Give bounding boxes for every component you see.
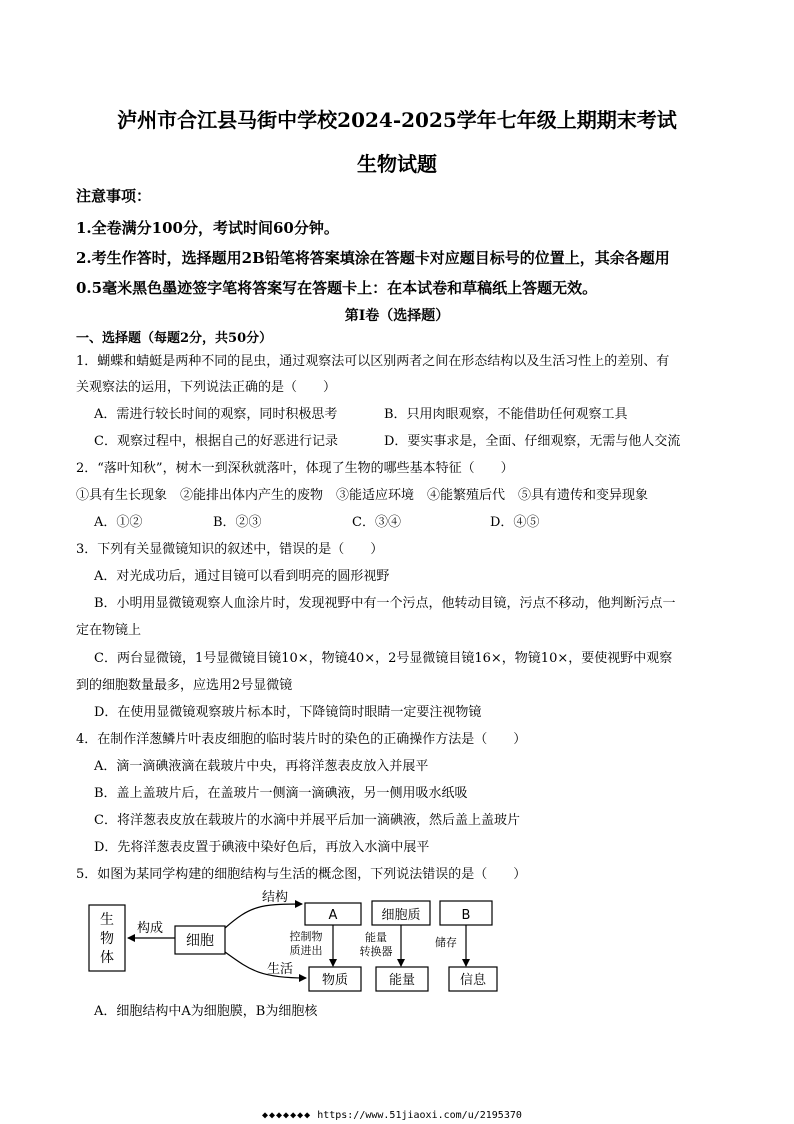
volume-heading: 第Ⅰ卷（选择题） <box>344 308 450 324</box>
q4-option-a: A．滴一滴碘液滴在载玻片中央，再将洋葱表皮放入并展平 <box>94 759 429 774</box>
q1-option-d: D．要实事求是，全面、仔细观察，无需与他人交流 <box>384 434 681 449</box>
exam-subtitle: 生物试题 <box>357 152 437 176</box>
footer-line <box>262 1110 522 1121</box>
q3-option-b-line2: 定在物镜上 <box>76 623 142 638</box>
organism-char-3: 体 <box>100 950 114 966</box>
q4-option-c: C．将洋葱表皮放在载玻片的水滴中并展平后加一滴碘液，然后盖上盖玻片 <box>94 813 520 828</box>
info-label: 信息 <box>459 973 487 988</box>
q2-option-a: A．①② <box>94 515 143 530</box>
part-heading: 一、选择题（每题2分，共50分） <box>76 331 273 346</box>
cell-concept-diagram <box>80 888 520 998</box>
compose-label: 构成 <box>136 921 164 936</box>
q3-option-c-line1: C．两台显微镜，1号显微镜目镜10×，物镜40×，2号显微镜目镜16×，物镜10×，要使视野中观察 <box>94 651 673 666</box>
structure-arrow <box>225 904 302 928</box>
q1-option-a: A．需进行较长时间的观察，同时积极思考 <box>94 407 338 422</box>
notice-item-2b: 0.5毫米黑色墨迹签字笔将答案写在答题卡上：在本试卷和草稿纸上答题无效。 <box>76 279 598 297</box>
q2-items: ①具有生长现象 ②能排出体内产生的废物 ③能适应环境 ④能繁殖后代 ⑤具有遗传和变异现象 <box>76 488 649 503</box>
energy-conv-label-2: 转换器 <box>359 945 393 958</box>
storage-label: 储存 <box>435 936 457 949</box>
energy-conv-label-1: 能量 <box>365 931 387 944</box>
q1-stem-line1: 1．蝴蝶和蜻蜓是两种不同的昆虫，通过观察法可以区别两者之间在形态结构以及生活习性上的差别、有 <box>76 354 670 369</box>
box-b-label: B <box>461 908 471 923</box>
notice-item-2a: 2.考生作答时，选择题用2B铅笔将答案填涂在答题卡对应题目标号的位置上，其余各题用 <box>76 249 670 267</box>
q1-option-b: B．只用肉眼观察，不能借助任何观察工具 <box>384 407 628 422</box>
q3-option-d: D．在使用显微镜观察玻片标本时，下降镜筒时眼睛一定要注视物镜 <box>94 705 482 720</box>
q4-option-b: B．盖上盖玻片后，在盖玻片一侧滴一滴碘液，另一侧用吸水纸吸 <box>94 786 468 801</box>
q1-option-c: C．观察过程中，根据自己的好恶进行记录 <box>94 434 338 449</box>
box-a-label: A <box>328 908 338 923</box>
q5-stem: 5．如图为某同学构建的细胞结构与生活的概念图，下列说法错误的是（ ） <box>76 867 527 882</box>
q4-option-d: D．先将洋葱表皮置于碘液中染好色后，再放入水滴中展平 <box>94 840 430 855</box>
notice-item-1: 1.全卷满分100分，考试时间60分钟。 <box>76 219 339 237</box>
q4-stem: 4．在制作洋葱鳞片叶表皮细胞的临时装片时的染色的正确操作方法是（ ） <box>76 732 527 747</box>
matter-label: 物质 <box>321 973 349 988</box>
q2-option-d: D．④⑤ <box>490 515 540 530</box>
structure-label: 结构 <box>261 890 289 905</box>
energy-label: 能量 <box>388 973 416 988</box>
control-label-2: 质进出 <box>289 944 323 957</box>
q5-option-a: A．细胞结构中A为细胞膜，B为细胞核 <box>94 1004 318 1019</box>
exam-title: 泸州市合江县马街中学校2024-2025学年七年级上期期末考试 <box>117 108 677 132</box>
life-label: 生活 <box>266 962 294 977</box>
organism-char-2: 物 <box>100 931 114 947</box>
q2-option-c: C．③④ <box>352 515 401 530</box>
notice-heading: 注意事项： <box>76 187 152 205</box>
cytoplasm-label: 细胞质 <box>381 908 421 923</box>
q3-option-b-line1: B．小明用显微镜观察人血涂片时，发现视野中有一个污点，他转动目镜，污点不移动，他判断污点一 <box>94 596 676 611</box>
q3-stem: 3．下列有关显微镜知识的叙述中，错误的是（ ） <box>76 542 384 557</box>
q2-stem: 2．“落叶知秋”，树木一到深秋就落叶，体现了生物的哪些基本特征（ ） <box>76 461 514 476</box>
organism-char-1: 生 <box>100 912 114 928</box>
cell-label: 细胞 <box>186 933 214 949</box>
q2-option-b: B．②③ <box>213 515 262 530</box>
q3-option-a: A．对光成功后，通过目镜可以看到明亮的圆形视野 <box>94 569 390 584</box>
footer-dots: ◆◆◆◆◆◆◆ <box>262 1110 312 1121</box>
q3-option-c-line2: 到的细胞数量最多，应选用2号显微镜 <box>76 678 293 693</box>
footer-url[interactable]: https://www.51jiaoxi.com/u/2195370 <box>317 1110 522 1121</box>
control-label-1: 控制物 <box>289 930 323 943</box>
q1-stem-line2: 关观察法的运用，下列说法正确的是（ ） <box>76 380 337 395</box>
